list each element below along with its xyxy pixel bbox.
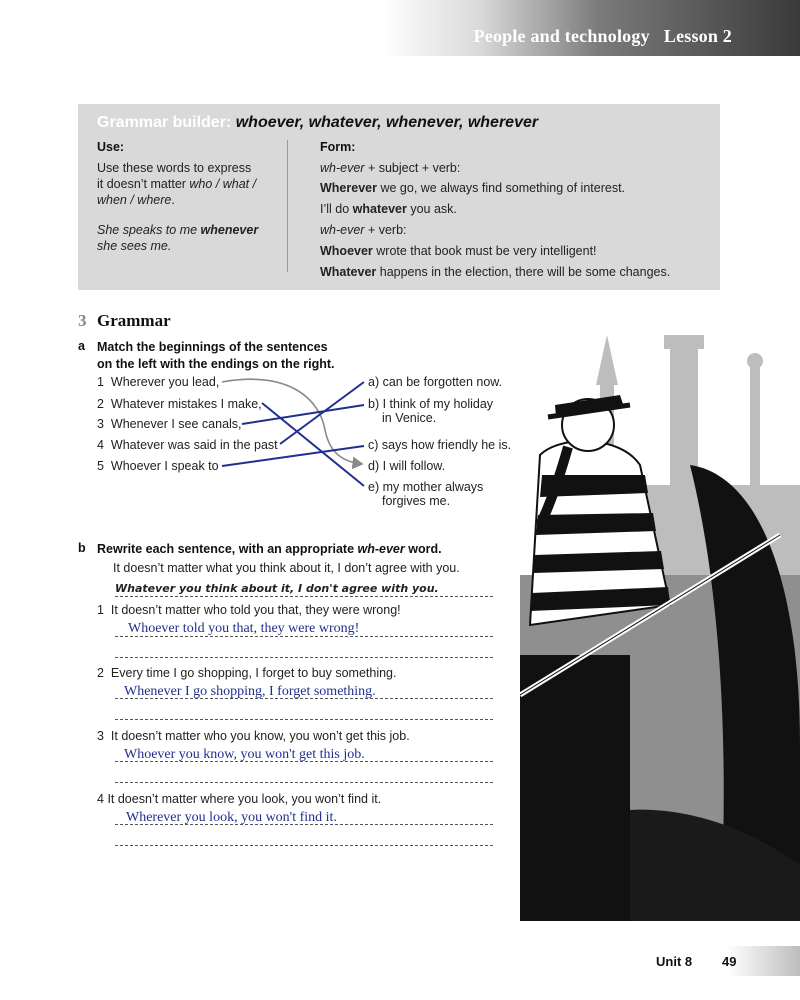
part-b-letter: b <box>78 541 86 555</box>
grammar-builder-title: Grammar builder: whoever, whatever, whenever, wherever <box>97 114 539 131</box>
left-item-3: 3 Whenever I see canals, <box>97 417 242 431</box>
form-row-2: Wherever we go, we always find something of interest. <box>320 181 626 195</box>
form-row-4: wh-ever + verb: <box>320 223 407 237</box>
part-a-instruction: Match the beginnings of the sentences on the left with the endings on the right. <box>97 340 335 371</box>
form-row-6: Whatever happens in the election, there will be some changes. <box>320 265 671 279</box>
form-row-5: Whoever wrote that book must be very intelligent! <box>320 244 597 258</box>
right-item-d: d) I will follow. <box>368 459 446 473</box>
grammar-builder-topic: whoever, whatever, whenever, wherever <box>235 114 539 131</box>
section-number: 3 <box>78 311 87 330</box>
part-a-letter: a <box>78 339 85 353</box>
answer-line-3-b <box>242 405 364 424</box>
answer-rule <box>115 845 493 846</box>
use-description: Use these words to express it doesn’t matter who / what / when / where. <box>97 161 257 207</box>
exercise-item-3: 3 It doesn’t matter who you know, you won’t get this job. <box>97 729 410 743</box>
answer-2: Whenever I go shopping, I forget something. <box>124 684 376 699</box>
exercise-item-4: 4 It doesn’t matter where you look, you won’t find it. <box>97 792 382 806</box>
form-row-3: I’ll do whatever you ask. <box>320 202 457 216</box>
right-item-e: e) my mother always forgives me. <box>368 480 484 508</box>
form-label: Form: <box>320 140 356 154</box>
use-label: Use: <box>97 140 125 154</box>
left-item-1: 1 Wherever you lead, <box>97 375 220 389</box>
right-item-a: a) can be forgotten now. <box>368 375 503 389</box>
example-prompt: It doesn’t matter what you think about it, I don’t agree with you. <box>113 561 460 575</box>
use-example: She speaks to me whenever she sees me. <box>97 223 259 253</box>
answer-line-2-e <box>262 403 364 486</box>
answer-rule <box>115 824 493 825</box>
answer-rule <box>115 761 493 762</box>
lesson-label: Lesson 2 <box>663 26 732 46</box>
answer-1: Whoever told you that, they were wrong! <box>128 621 360 636</box>
right-item-c: c) says how friendly he is. <box>368 438 512 452</box>
page-number: 49 <box>722 954 737 969</box>
left-item-5: 5 Whoever I speak to <box>97 459 219 473</box>
exercise-item-1: 1 It doesn’t matter who told you that, they were wrong! <box>97 603 401 617</box>
part-b-instruction: Rewrite each sentence, with an appropriate wh-ever word. <box>97 542 442 556</box>
answer-rule <box>115 657 493 658</box>
answer-rule <box>115 719 493 720</box>
answer-3: Whoever you know, you won't get this job. <box>124 747 365 762</box>
footer-unit: Unit 8 <box>656 954 693 969</box>
answer-4: Wherever you look, you won't find it. <box>126 810 337 825</box>
answer-line-5-c <box>222 446 364 466</box>
left-item-2: 2 Whatever mistakes I make, <box>97 397 262 411</box>
answer-rule <box>115 782 493 783</box>
header-title: People and technology Lesson 2 <box>473 26 732 46</box>
example-answer: Whatever you think about it, I don't agree with you. <box>115 582 439 595</box>
example-match-line <box>222 379 362 464</box>
gondolier-illustration <box>520 325 800 921</box>
section-title: Grammar <box>97 311 171 330</box>
form-row-1: wh-ever + subject + verb: <box>320 161 461 175</box>
answer-line-4-a <box>280 382 364 444</box>
answer-rule <box>115 698 493 699</box>
left-item-4: 4 Whatever was said in the past <box>97 438 278 452</box>
right-item-b: b) I think of my holiday in Venice. <box>368 397 494 425</box>
answer-rule <box>115 596 493 597</box>
answer-rule <box>115 636 493 637</box>
exercise-item-2: 2 Every time I go shopping, I forget to buy something. <box>97 666 397 680</box>
